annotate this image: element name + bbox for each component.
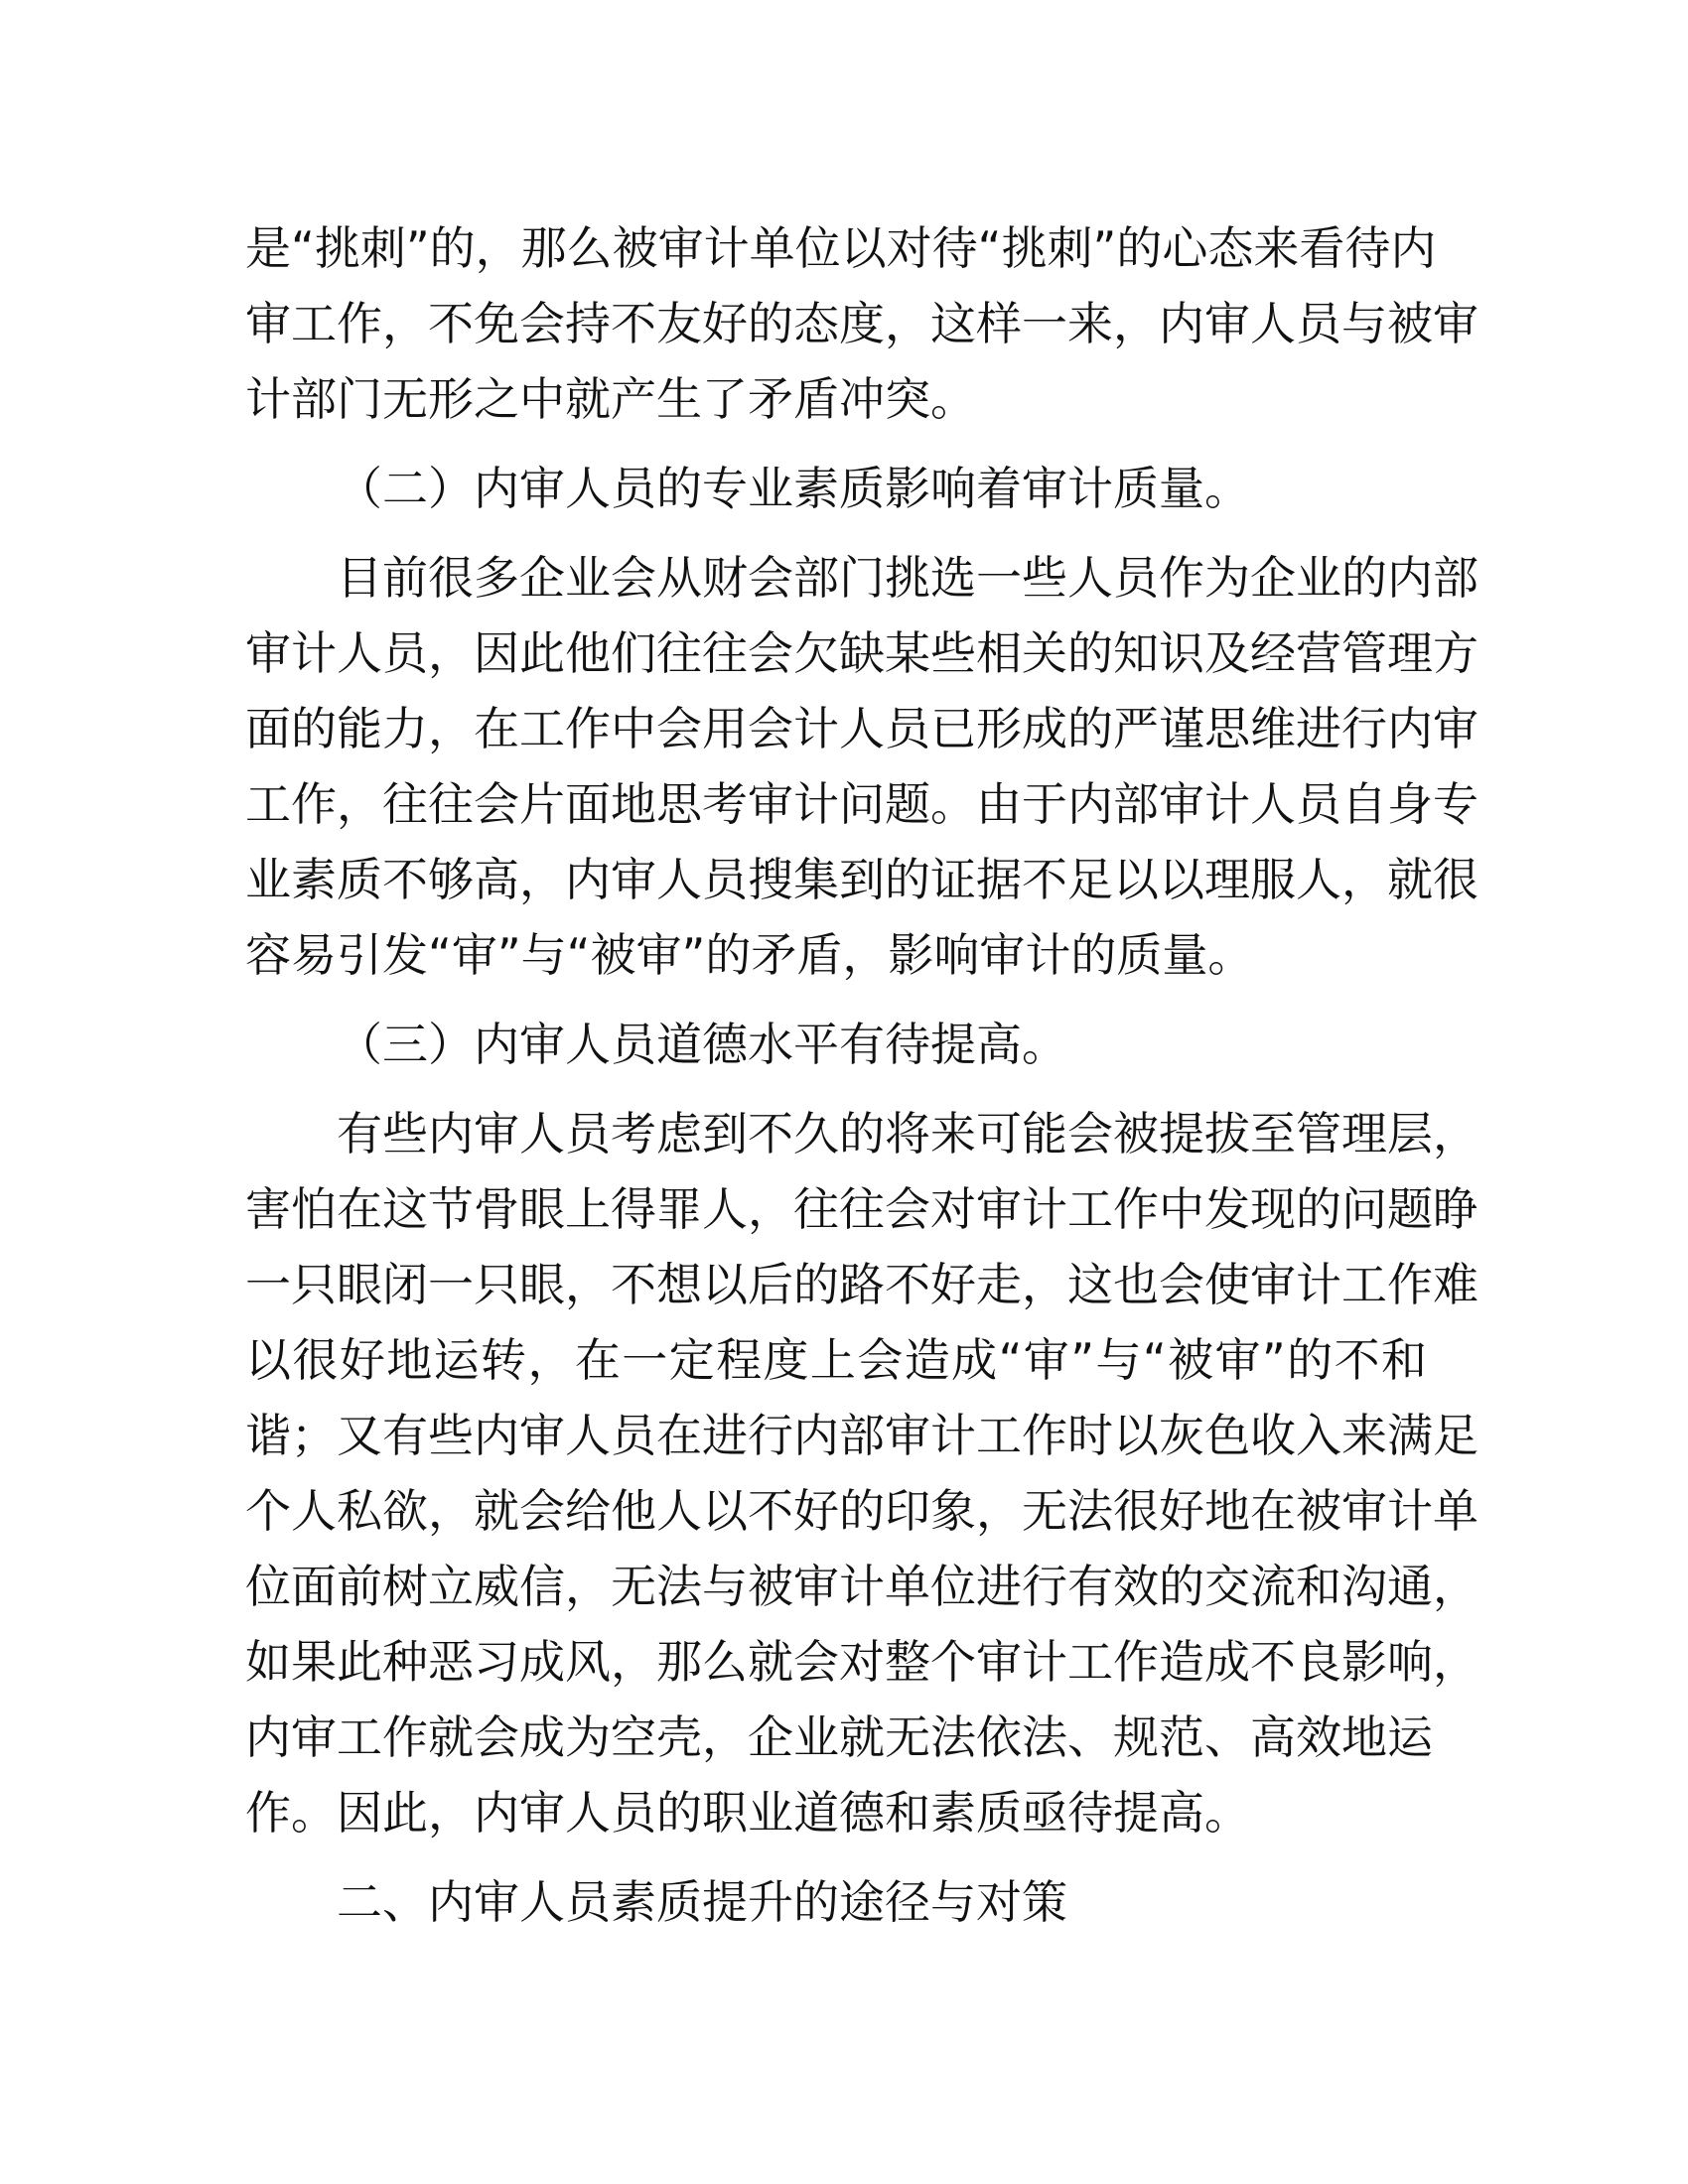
section-heading: [245, 451, 1427, 526]
text-line: 位面前树立威信，无法与被审计单位进行有效的交流和沟通，: [245, 1560, 1478, 1613]
text-line: 是“挑刺”的，那么被审计单位以对待“挑刺”的心态来看待内: [245, 221, 1437, 275]
paragraph: [245, 210, 1478, 437]
document-body: [245, 210, 1478, 1954]
text-line: 作。因此，内审人员的职业道德和素质亟待提高。: [245, 1786, 1250, 1840]
text-line: 容易引发“审”与“被审”的矛盾，影响审计的质量。: [245, 928, 1254, 982]
text-line: （三）内审人员道德水平有待提高。: [337, 1018, 1067, 1071]
paragraph: [245, 540, 1478, 993]
text-line: 业素质不够高，内审人员搜集到的证据不足以以理服人，就很: [245, 853, 1478, 906]
text-line: 以很好地运转，在一定程度上会造成“审”与“被审”的不和: [245, 1333, 1427, 1387]
text-line: 害怕在这节骨眼上得罪人，往往会对审计工作中发现的问题睁: [245, 1182, 1478, 1236]
text-line: 内审工作就会成为空壳，企业就无法依法、规范、高效地运: [245, 1710, 1433, 1764]
text-line: 面的能力，在工作中会用会计人员已形成的严谨思维进行内审: [245, 702, 1478, 755]
text-line: 如果此种恶习成风，那么就会对整个审计工作造成不良影响，: [245, 1635, 1478, 1689]
text-line: 审工作，不免会持不友好的态度，这样一来，内审人员与被审: [245, 297, 1478, 350]
text-line: 计部门无形之中就产生了矛盾冲突。: [245, 372, 976, 426]
text-line: 有些内审人员考虑到不久的将来可能会被提拔至管理层，: [337, 1107, 1478, 1160]
text-line: 目前很多企业会从财会部门挑选一些人员作为企业的内部: [337, 551, 1478, 605]
section-heading: [245, 1007, 1427, 1082]
paragraph: [245, 1096, 1478, 1850]
text-line: 谐；又有些内审人员在进行内部审计工作时以灰色收入来满足: [245, 1409, 1478, 1462]
text-line: 一只眼闭一只眼，不想以后的路不好走，这也会使审计工作难: [245, 1258, 1478, 1311]
text-line: 工作，往往会片面地思考审计问题。由于内部审计人员自身专: [245, 777, 1478, 831]
text-line: 个人私欲，就会给他人以不好的印象，无法很好地在被审计单: [245, 1484, 1478, 1538]
text-line: 二、内审人员素质提升的途径与对策: [337, 1875, 1067, 1929]
section-heading: [245, 1864, 1427, 1940]
text-line: 审计人员，因此他们往往会欠缺某些相关的知识及经营管理方: [245, 626, 1478, 680]
text-line: （二）内审人员的专业素质影响着审计质量。: [337, 462, 1250, 515]
